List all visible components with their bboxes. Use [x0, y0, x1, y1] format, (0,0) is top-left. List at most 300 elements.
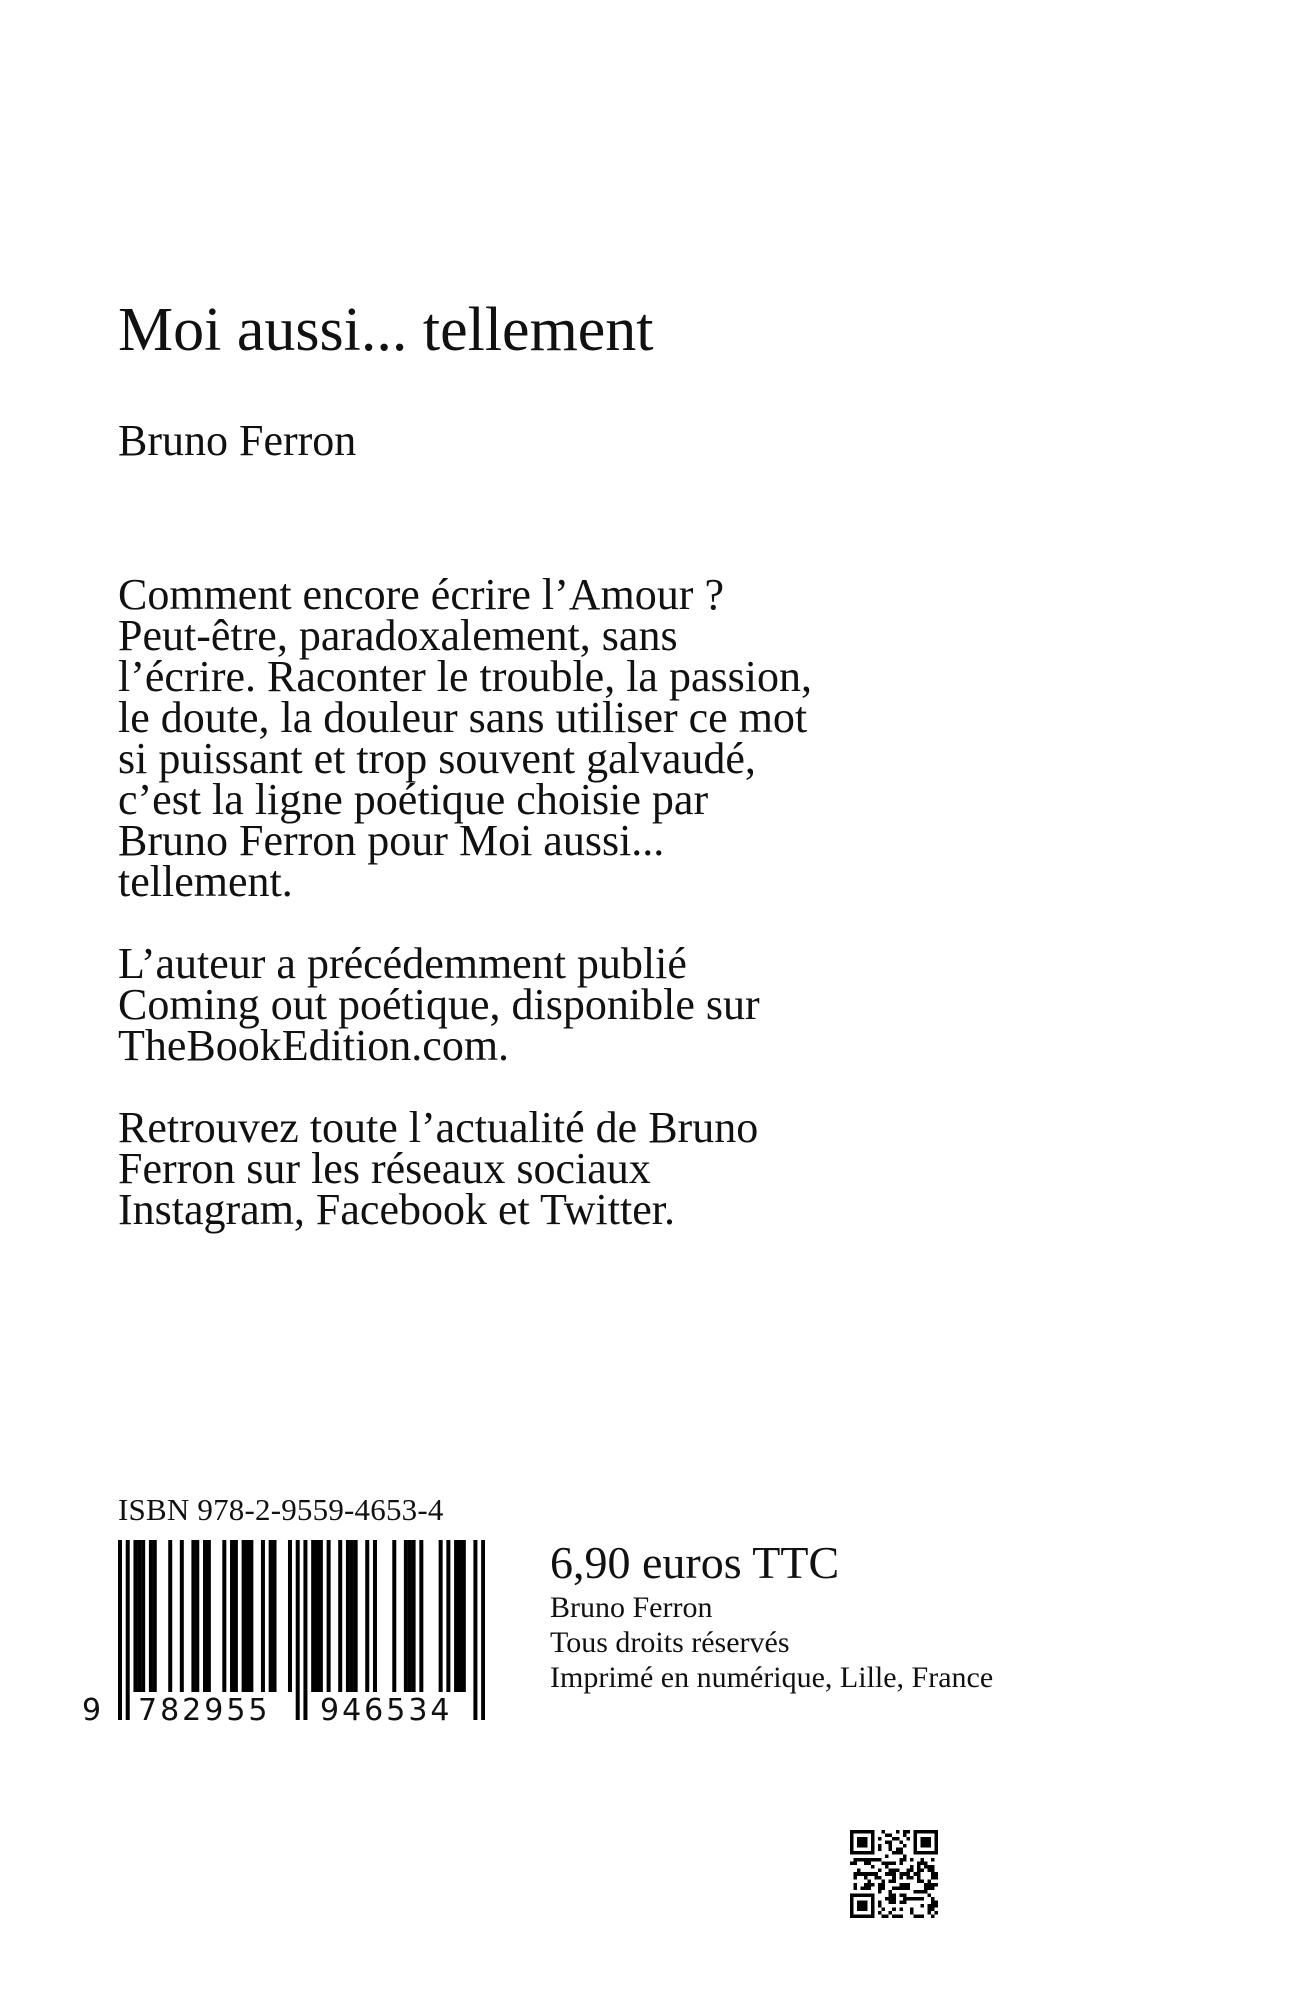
qr-module — [885, 1872, 889, 1876]
qr-module — [917, 1869, 921, 1873]
qr-module — [878, 1900, 882, 1904]
qr-module — [864, 1904, 868, 1908]
barcode-bar — [269, 1540, 273, 1692]
qr-module — [927, 1830, 931, 1834]
qr-module — [931, 1886, 935, 1890]
qr-module — [857, 1893, 861, 1897]
qr-module — [882, 1886, 886, 1890]
qr-module — [889, 1848, 893, 1852]
qr-module — [934, 1830, 938, 1834]
qr-module — [906, 1872, 910, 1876]
qr-module — [871, 1844, 875, 1848]
qr-module — [896, 1830, 900, 1834]
qr-module — [917, 1897, 921, 1901]
qr-module — [850, 1848, 854, 1852]
qr-module — [857, 1858, 861, 1862]
qr-module — [917, 1862, 921, 1866]
barcode-bar — [249, 1540, 253, 1692]
barcode-digits-right: 946534 — [320, 1693, 453, 1728]
qr-module — [899, 1851, 903, 1855]
qr-module — [899, 1876, 903, 1880]
qr-module — [899, 1848, 903, 1852]
qr-module — [917, 1872, 921, 1876]
qr-module — [889, 1841, 893, 1845]
qr-module — [857, 1904, 861, 1908]
qr-module — [871, 1851, 875, 1855]
qr-module — [861, 1830, 865, 1834]
qr-module — [861, 1900, 865, 1904]
qr-module — [864, 1883, 868, 1887]
qr-module — [913, 1914, 917, 1918]
qr-module — [861, 1914, 865, 1918]
barcode-bar — [315, 1540, 319, 1692]
qr-module — [892, 1914, 896, 1918]
qr-module — [899, 1862, 903, 1866]
qr-module — [934, 1844, 938, 1848]
qr-module — [861, 1904, 865, 1908]
qr-module — [871, 1911, 875, 1915]
barcode-bar — [141, 1540, 145, 1692]
qr-module — [910, 1911, 914, 1915]
barcode-bar — [191, 1540, 195, 1692]
qr-module — [882, 1879, 886, 1883]
qr-module — [882, 1907, 886, 1911]
qr-module — [854, 1872, 858, 1876]
qr-module — [924, 1865, 928, 1869]
qr-module — [850, 1900, 854, 1904]
qr-module — [899, 1858, 903, 1862]
qr-module — [885, 1865, 889, 1869]
qr-module — [861, 1858, 865, 1862]
qr-module — [878, 1876, 882, 1880]
qr-module — [882, 1830, 886, 1834]
barcode-bar — [168, 1540, 172, 1692]
qr-module — [920, 1837, 924, 1841]
barcode-bar — [404, 1540, 408, 1692]
blurb-line: Retrouvez toute l’actualité de Bruno — [118, 1103, 759, 1152]
qr-module — [934, 1837, 938, 1841]
qr-module — [906, 1869, 910, 1873]
qr-module — [917, 1890, 921, 1894]
barcode-bar — [230, 1540, 234, 1692]
qr-module — [864, 1858, 868, 1862]
qr-module — [857, 1830, 861, 1834]
barcode-bar — [180, 1540, 184, 1692]
qr-module — [889, 1900, 893, 1904]
qr-module — [920, 1858, 924, 1862]
barcode-digits-left: 782955 — [138, 1693, 271, 1728]
colophon — [550, 1536, 993, 1695]
qr-module — [934, 1883, 938, 1887]
qr-module — [931, 1914, 935, 1918]
qr-module — [875, 1872, 879, 1876]
qr-module — [878, 1837, 882, 1841]
back-cover-blurb — [118, 570, 998, 1271]
qr-module — [889, 1872, 893, 1876]
qr-module — [864, 1851, 868, 1855]
qr-module — [903, 1893, 907, 1897]
qr-module — [917, 1876, 921, 1880]
qr-module — [871, 1834, 875, 1838]
qr-module — [913, 1837, 917, 1841]
barcode-bar — [149, 1540, 153, 1692]
qr-module — [903, 1883, 907, 1887]
qr-module — [868, 1886, 872, 1890]
qr-module — [868, 1862, 872, 1866]
qr-module — [931, 1865, 935, 1869]
qr-module — [857, 1844, 861, 1848]
qr-module — [850, 1911, 854, 1915]
barcode-bar — [338, 1540, 342, 1692]
qr-module — [927, 1841, 931, 1845]
qr-module — [868, 1893, 872, 1897]
qr-module — [931, 1897, 935, 1901]
qr-module — [882, 1914, 886, 1918]
qr-module — [878, 1904, 882, 1908]
qr-module — [899, 1883, 903, 1887]
qr-module — [931, 1900, 935, 1904]
qr-module — [920, 1851, 924, 1855]
barcode-bar — [454, 1540, 458, 1692]
barcode-bar — [481, 1540, 485, 1720]
barcode-bar — [118, 1540, 122, 1720]
qr-module — [864, 1900, 868, 1904]
qr-module — [913, 1841, 917, 1845]
barcode-bar — [327, 1540, 331, 1692]
barcode-bar — [462, 1540, 466, 1692]
barcode-bar — [365, 1540, 369, 1692]
qr-module — [850, 1837, 854, 1841]
qr-module — [931, 1858, 935, 1862]
qr-module — [857, 1841, 861, 1845]
publisher-label: Bruno Ferron — [550, 1591, 713, 1624]
qr-module — [892, 1900, 896, 1904]
book-title: Moi aussi... tellement — [118, 296, 654, 364]
qr-module — [934, 1834, 938, 1838]
qr-module — [906, 1883, 910, 1887]
blurb-line: le doute, la douleur sans utiliser ce mot — [118, 693, 808, 742]
barcode-bar — [311, 1540, 315, 1692]
qr-module — [931, 1830, 935, 1834]
qr-module — [885, 1914, 889, 1918]
qr-module — [854, 1883, 858, 1887]
qr-module — [913, 1872, 917, 1876]
qr-module — [868, 1914, 872, 1918]
qr-module — [934, 1851, 938, 1855]
qr-module — [903, 1872, 907, 1876]
qr-module — [924, 1851, 928, 1855]
barcode-bar — [458, 1540, 462, 1692]
qr-module — [878, 1890, 882, 1894]
qr-module — [878, 1858, 882, 1862]
qr-module — [927, 1904, 931, 1908]
qr-module — [924, 1862, 928, 1866]
qr-module — [850, 1830, 854, 1834]
blurb-line: Comment encore écrire l’Amour ? — [118, 570, 724, 619]
qr-module — [917, 1865, 921, 1869]
qr-module — [924, 1844, 928, 1848]
qr-module — [889, 1879, 893, 1883]
barcode-bar — [350, 1540, 354, 1692]
book-author: Bruno Ferron — [118, 416, 357, 465]
qr-module — [871, 1848, 875, 1852]
qr-module — [864, 1907, 868, 1911]
qr-module — [882, 1883, 886, 1887]
qr-module — [854, 1851, 858, 1855]
qr-module — [871, 1883, 875, 1887]
qr-module — [927, 1893, 931, 1897]
qr-module — [892, 1876, 896, 1880]
qr-module — [903, 1844, 907, 1848]
qr-module — [920, 1869, 924, 1873]
qr-module — [899, 1872, 903, 1876]
qr-module — [892, 1869, 896, 1873]
qr-module — [906, 1876, 910, 1880]
qr-module — [899, 1886, 903, 1890]
barcode-bar — [133, 1540, 137, 1692]
qr-module — [871, 1837, 875, 1841]
qr-module — [913, 1851, 917, 1855]
qr-module — [854, 1914, 858, 1918]
qr-module — [850, 1851, 854, 1855]
barcode-bar — [245, 1540, 249, 1692]
qr-module — [854, 1830, 858, 1834]
qr-module — [906, 1886, 910, 1890]
qr-module — [927, 1865, 931, 1869]
qr-module — [927, 1883, 931, 1887]
qr-module — [903, 1886, 907, 1890]
qr-module — [864, 1886, 868, 1890]
qr-module — [871, 1900, 875, 1904]
barcode-bar — [126, 1540, 130, 1720]
qr-module — [850, 1893, 854, 1897]
qr-module — [875, 1858, 879, 1862]
qr-module — [857, 1900, 861, 1904]
qr-module — [871, 1858, 875, 1862]
qr-module — [868, 1851, 872, 1855]
qr-module — [903, 1900, 907, 1904]
qr-module — [917, 1830, 921, 1834]
qr-module — [920, 1841, 924, 1845]
qr-module — [910, 1858, 914, 1862]
qr-module — [892, 1886, 896, 1890]
qr-module — [920, 1914, 924, 1918]
qr-module — [931, 1883, 935, 1887]
qr-module — [885, 1841, 889, 1845]
qr-module — [934, 1911, 938, 1915]
qr-module — [871, 1907, 875, 1911]
barcode-bar — [408, 1540, 412, 1692]
qr-module — [878, 1886, 882, 1890]
blurb-line: l’écrire. Raconter le trouble, la passion, — [118, 652, 812, 701]
blurb-line: TheBookEdition.com. — [118, 1021, 510, 1070]
qr-module — [892, 1837, 896, 1841]
qr-module — [899, 1914, 903, 1918]
barcode-bar — [419, 1540, 423, 1692]
qr-module — [857, 1851, 861, 1855]
isbn-label: ISBN 978-2-9559-4653-4 — [118, 1492, 444, 1527]
blurb-line: Bruno Ferron pour Moi aussi... — [118, 816, 665, 865]
qr-module — [910, 1897, 914, 1901]
qr-module — [868, 1879, 872, 1883]
qr-module — [857, 1914, 861, 1918]
qr-module — [889, 1844, 893, 1848]
qr-module — [892, 1862, 896, 1866]
blurb-paragraph-2 — [118, 939, 998, 1070]
qr-module — [899, 1900, 903, 1904]
qr-module — [864, 1830, 868, 1834]
qr-module — [878, 1883, 882, 1887]
qr-module — [934, 1841, 938, 1845]
barcode-bar — [195, 1540, 199, 1692]
barcode-bar — [439, 1540, 443, 1692]
qr-module — [861, 1872, 865, 1876]
qr-module — [927, 1851, 931, 1855]
qr-module — [854, 1893, 858, 1897]
qr-module — [927, 1837, 931, 1841]
qr-module — [889, 1834, 893, 1838]
qr-module — [920, 1879, 924, 1883]
qr-module — [871, 1897, 875, 1901]
qr-module — [878, 1844, 882, 1848]
qr-module — [864, 1837, 868, 1841]
qr-module — [913, 1890, 917, 1894]
qr-module — [850, 1904, 854, 1908]
qr-module — [910, 1907, 914, 1911]
qr-module — [913, 1834, 917, 1838]
qr-module — [871, 1904, 875, 1908]
blurb-line: Peut-être, paradoxalement, sans — [118, 611, 678, 660]
qr-module — [927, 1886, 931, 1890]
qr-module — [889, 1897, 893, 1901]
qr-module — [861, 1893, 865, 1897]
qr-module — [861, 1837, 865, 1841]
qr-module — [850, 1834, 854, 1838]
qr-module — [850, 1844, 854, 1848]
qr-module — [924, 1841, 928, 1845]
qr-module — [910, 1876, 914, 1880]
qr-module — [924, 1883, 928, 1887]
qr-module — [892, 1872, 896, 1876]
qr-module — [896, 1869, 900, 1873]
qr-module — [850, 1907, 854, 1911]
qr-module — [885, 1897, 889, 1901]
qr-module — [871, 1865, 875, 1869]
qr-module — [878, 1848, 882, 1852]
qr-module — [850, 1841, 854, 1845]
barcode-digit-first: 9 — [82, 1693, 102, 1728]
barcode-bar — [207, 1540, 211, 1692]
barcode-bar — [288, 1540, 292, 1692]
qr-module — [910, 1865, 914, 1869]
barcode-bar — [412, 1540, 416, 1692]
qr-module — [896, 1886, 900, 1890]
qr-module — [924, 1837, 928, 1841]
qr-module — [920, 1862, 924, 1866]
barcode-bar — [242, 1540, 246, 1692]
qr-module — [885, 1862, 889, 1866]
qr-module — [878, 1869, 882, 1873]
qr-module — [854, 1858, 858, 1862]
qr-module — [920, 1897, 924, 1901]
barcode-bar — [234, 1540, 238, 1692]
qr-module — [871, 1893, 875, 1897]
qr-module — [927, 1879, 931, 1883]
qr-module — [892, 1907, 896, 1911]
qr-module — [850, 1862, 854, 1866]
barcode-bar — [296, 1540, 300, 1720]
blurb-line: Coming out poétique, disponible sur — [118, 980, 760, 1029]
qr-module — [892, 1851, 896, 1855]
qr-module — [934, 1876, 938, 1880]
qr-module — [861, 1841, 865, 1845]
qr-module — [871, 1872, 875, 1876]
barcode-bar — [137, 1540, 141, 1692]
qr-module — [931, 1869, 935, 1873]
qr-module — [868, 1872, 872, 1876]
qr-module — [910, 1869, 914, 1873]
barcode-bar — [303, 1540, 307, 1720]
blurb-line: Instagram, Facebook et Twitter. — [118, 1185, 675, 1234]
barcode-bar — [354, 1540, 358, 1692]
qr-module — [931, 1904, 935, 1908]
qr-module — [854, 1862, 858, 1866]
qr-module — [917, 1914, 921, 1918]
qr-module — [934, 1904, 938, 1908]
qr-module — [931, 1872, 935, 1876]
qr-module — [875, 1876, 879, 1880]
qr-module — [931, 1907, 935, 1911]
barcode-bar — [222, 1540, 226, 1692]
qr-module — [906, 1830, 910, 1834]
qr-module — [927, 1907, 931, 1911]
qr-module — [927, 1911, 931, 1915]
qr-module — [857, 1869, 861, 1873]
barcode-bar — [473, 1540, 477, 1720]
qr-module — [871, 1841, 875, 1845]
qr-module — [861, 1907, 865, 1911]
qr-module — [906, 1837, 910, 1841]
barcode-bar — [273, 1540, 277, 1692]
barcode-bar — [319, 1540, 323, 1692]
qr-module — [906, 1897, 910, 1901]
barcode-bar — [153, 1540, 157, 1692]
qr-module — [920, 1904, 924, 1908]
barcode-bar — [446, 1540, 450, 1692]
qr-module — [899, 1907, 903, 1911]
qr-module — [871, 1830, 875, 1834]
rights-label: Tous droits réservés — [550, 1626, 790, 1659]
barcode-bar — [261, 1540, 265, 1692]
price-label: 6,90 euros TTC — [550, 1537, 840, 1588]
qr-module — [861, 1844, 865, 1848]
qr-module — [903, 1830, 907, 1834]
qr-module — [857, 1837, 861, 1841]
blurb-line: c’est la ligne poétique choisie par — [118, 775, 709, 824]
blurb-line: Ferron sur les réseaux sociaux — [118, 1144, 651, 1193]
qr-module — [878, 1911, 882, 1915]
qr-module — [892, 1893, 896, 1897]
qr-module — [864, 1862, 868, 1866]
qr-module — [924, 1886, 928, 1890]
qr-module — [857, 1907, 861, 1911]
blurb-paragraph-3 — [118, 1103, 998, 1234]
qr-module — [931, 1851, 935, 1855]
qr-module — [864, 1841, 868, 1845]
qr-module — [871, 1914, 875, 1918]
qr-module — [857, 1872, 861, 1876]
qr-module — [903, 1855, 907, 1859]
